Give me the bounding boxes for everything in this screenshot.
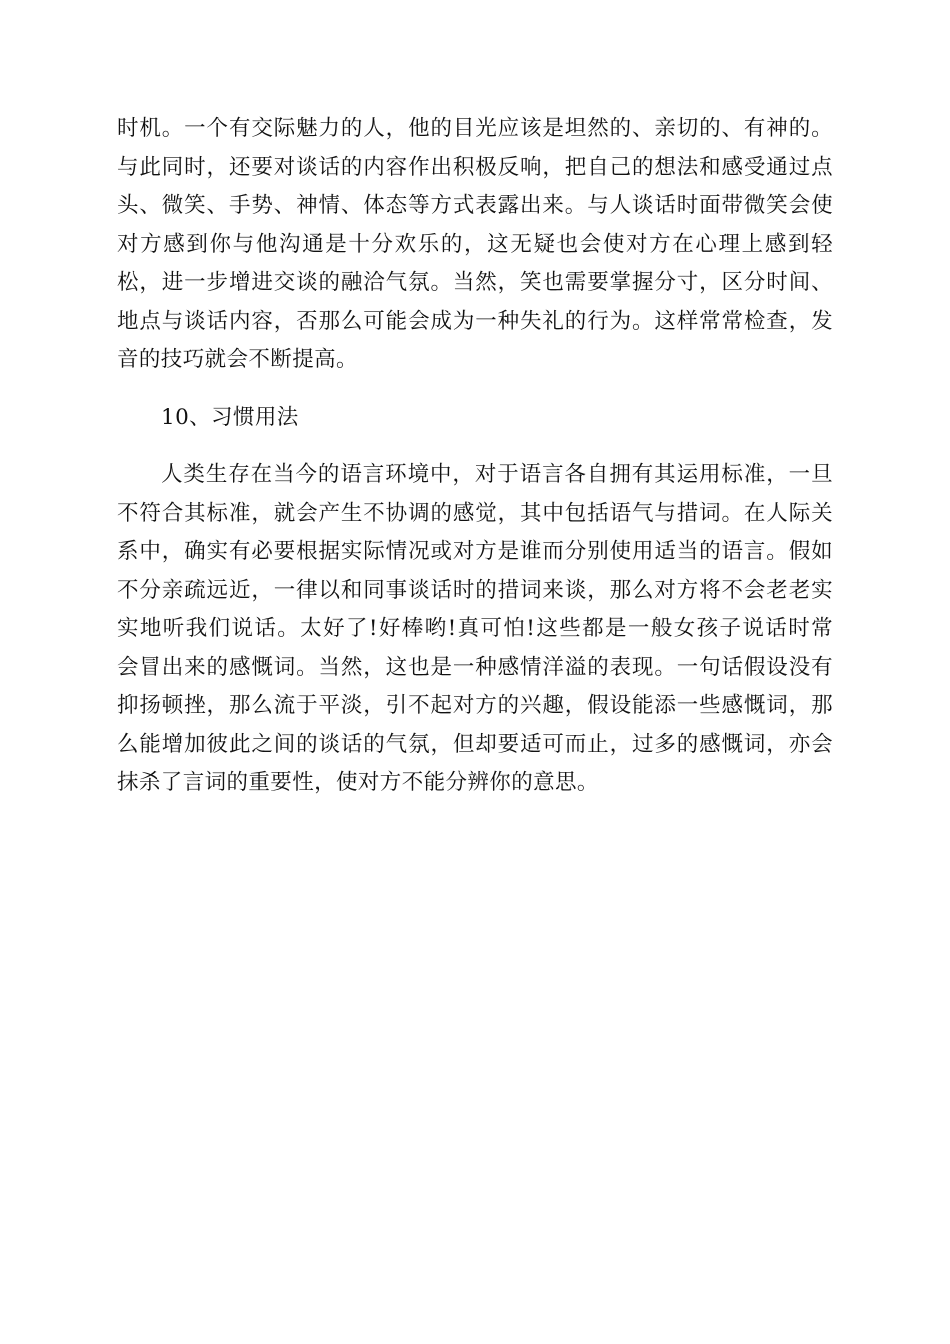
paragraph-customary-usage bbox=[117, 456, 833, 803]
text-line: 会冒出来的感慨词。当然，这也是一种感情洋溢的表现。一句话假设没有 bbox=[117, 654, 833, 680]
paragraph-eye-contact-smile bbox=[117, 110, 833, 380]
text-line: 不分亲疏远近，一律以和同事谈话时的措词来谈，那么对方将不会老老实 bbox=[117, 577, 833, 603]
text-line: 不符合其标准，就会产生不协调的感觉，其中包括语气与措词。在人际关 bbox=[117, 500, 833, 526]
text-line: 松，进一步增进交谈的融洽气氛。当然，笑也需要掌握分寸，区分时间、 bbox=[117, 270, 833, 295]
text-line: 地点与谈话内容，否那么可能会成为一种失礼的行为。这样常常检查，发 bbox=[117, 308, 833, 334]
section-heading bbox=[117, 399, 833, 438]
document-body bbox=[117, 110, 833, 803]
text-line: 么能增加彼此之间的谈话的气氛，但却要适可而止，过多的感慨词，亦会 bbox=[117, 731, 833, 757]
text-line: 抹杀了言词的重要性，使对方不能分辨你的意思。 bbox=[117, 770, 599, 795]
text-line: 与此同时，还要对谈话的内容作出积极反响，把自己的想法和感受通过点 bbox=[117, 154, 833, 180]
text-line: 音的技巧就会不断提高。 bbox=[117, 347, 358, 372]
section-heading-text: 10、习惯用法 bbox=[161, 404, 299, 430]
text-line: 抑扬顿挫，那么流于平淡，引不起对方的兴趣，假设能添一些感慨词，那 bbox=[117, 693, 833, 718]
text-line: 时机。一个有交际魅力的人，他的目光应该是坦然的、亲切的、有神的。 bbox=[117, 116, 833, 141]
text-line: 头、微笑、手势、神情、体态等方式表露出来。与人谈话时面带微笑会使 bbox=[117, 193, 833, 218]
text-line: 实地听我们说话。太好了!好棒哟!真可怕!这些都是一般女孩子说话时常 bbox=[117, 616, 833, 641]
text-line: 系中，确实有必要根据实际情况或对方是谁而分别使用适当的语言。假如 bbox=[117, 539, 833, 564]
text-line: 对方感到你与他沟通是十分欢乐的，这无疑也会使对方在心理上感到轻 bbox=[117, 231, 833, 257]
text-line: 人类生存在当今的语言环境中，对于语言各自拥有其运用标准，一旦 bbox=[161, 462, 833, 487]
